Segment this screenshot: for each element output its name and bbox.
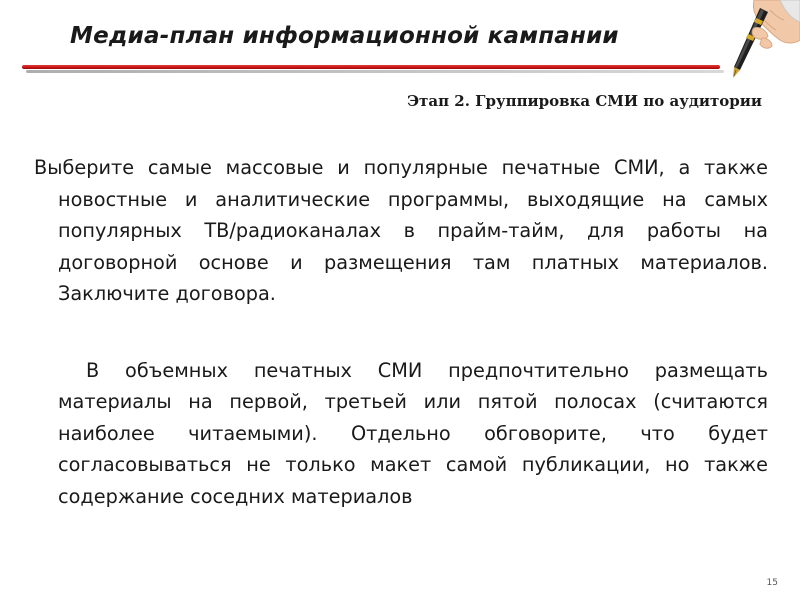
title-underline	[22, 65, 720, 70]
title-underline-bar	[22, 65, 720, 69]
pen-in-hand-icon	[706, 0, 800, 80]
page-number: 15	[766, 578, 778, 588]
slide-title: Медиа-план информационной кампании	[70, 23, 619, 49]
title-underline-shadow	[26, 70, 724, 73]
slide-subtitle: Этап 2. Группировка СМИ по аудитории	[407, 92, 762, 110]
slide-body	[34, 152, 768, 512]
paragraph-1: Выберите самые массовые и популярные печатные СМИ, а также новостные и аналитические программы, выходящие на самых популярных ТВ/радиоканалах в прайм-тайм, для работы на договорной основе и размещения там платных материалов. Заключите договора.	[34, 156, 768, 305]
paragraph-2: В объемных печатных СМИ предпочтительно размещать материалы на первой, третьей или пятой полосах (считаются наиболее читаемыми). Отдельно обговорите, что будет согласовываться не только макет самой публикации, но также содержание соседних материалов	[58, 358, 768, 508]
